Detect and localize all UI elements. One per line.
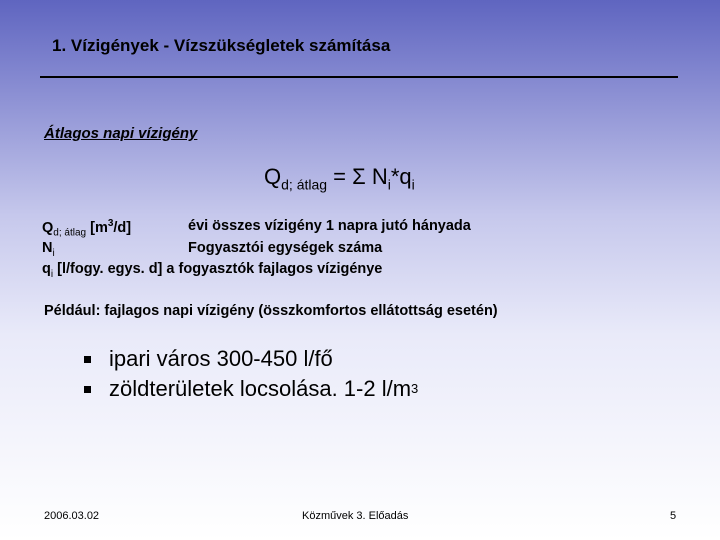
formula-n-sub: i xyxy=(387,176,391,193)
formula-lhs: Q xyxy=(264,164,282,189)
definition-row xyxy=(42,218,642,239)
bullet-superscript: 3 xyxy=(411,381,419,396)
sigma-symbol: Σ xyxy=(352,164,366,189)
formula-q: *q xyxy=(390,164,412,189)
page-number: 5 xyxy=(670,510,677,522)
formula-q-sub: i xyxy=(411,176,415,193)
slide-title: 1. Vízigények - Vízszükségletek számítása xyxy=(52,36,391,55)
definition-symbol: $Q_{d; átlag}$ $[m^3/d]$ xyxy=(42,218,132,239)
definition-description: a fogyasztók fajlagos vízigénye xyxy=(162,261,383,277)
definition-description: évi összes vízigény 1 napra jutó hányada xyxy=(188,218,471,234)
definition-symbol: $q_i$ [l/fogy. egys. d] xyxy=(42,261,163,280)
definition-row xyxy=(42,261,642,280)
formula-n: N xyxy=(365,164,388,189)
footer-course: Közművek 3. Előadás xyxy=(302,510,409,522)
bullet-item xyxy=(84,374,418,404)
square-bullet-icon xyxy=(84,356,91,363)
title-divider xyxy=(40,76,678,78)
section-subtitle: Átlagos napi vízigény xyxy=(44,125,198,142)
bullet-list xyxy=(84,344,418,404)
formula-lhs-sub: d; átlag xyxy=(281,176,328,193)
footer-date: 2006.03.02 xyxy=(44,510,100,522)
bullet-text: zöldterületek locsolása. 1-2 l/m xyxy=(109,376,412,401)
square-bullet-icon xyxy=(84,386,91,393)
bullet-text: ipari város 300-450 l/fő xyxy=(109,346,333,371)
definition-symbol: $N_i$ xyxy=(42,240,55,259)
definition-description: Fogyasztói egységek száma xyxy=(188,240,383,256)
definition-row xyxy=(42,240,642,259)
formula xyxy=(264,164,415,192)
bullet-item xyxy=(84,344,418,374)
formula-equals: = xyxy=(327,164,353,189)
example-text: Például: fajlagos napi vízigény (összkomfortos ellátottság esetén) xyxy=(44,303,498,319)
